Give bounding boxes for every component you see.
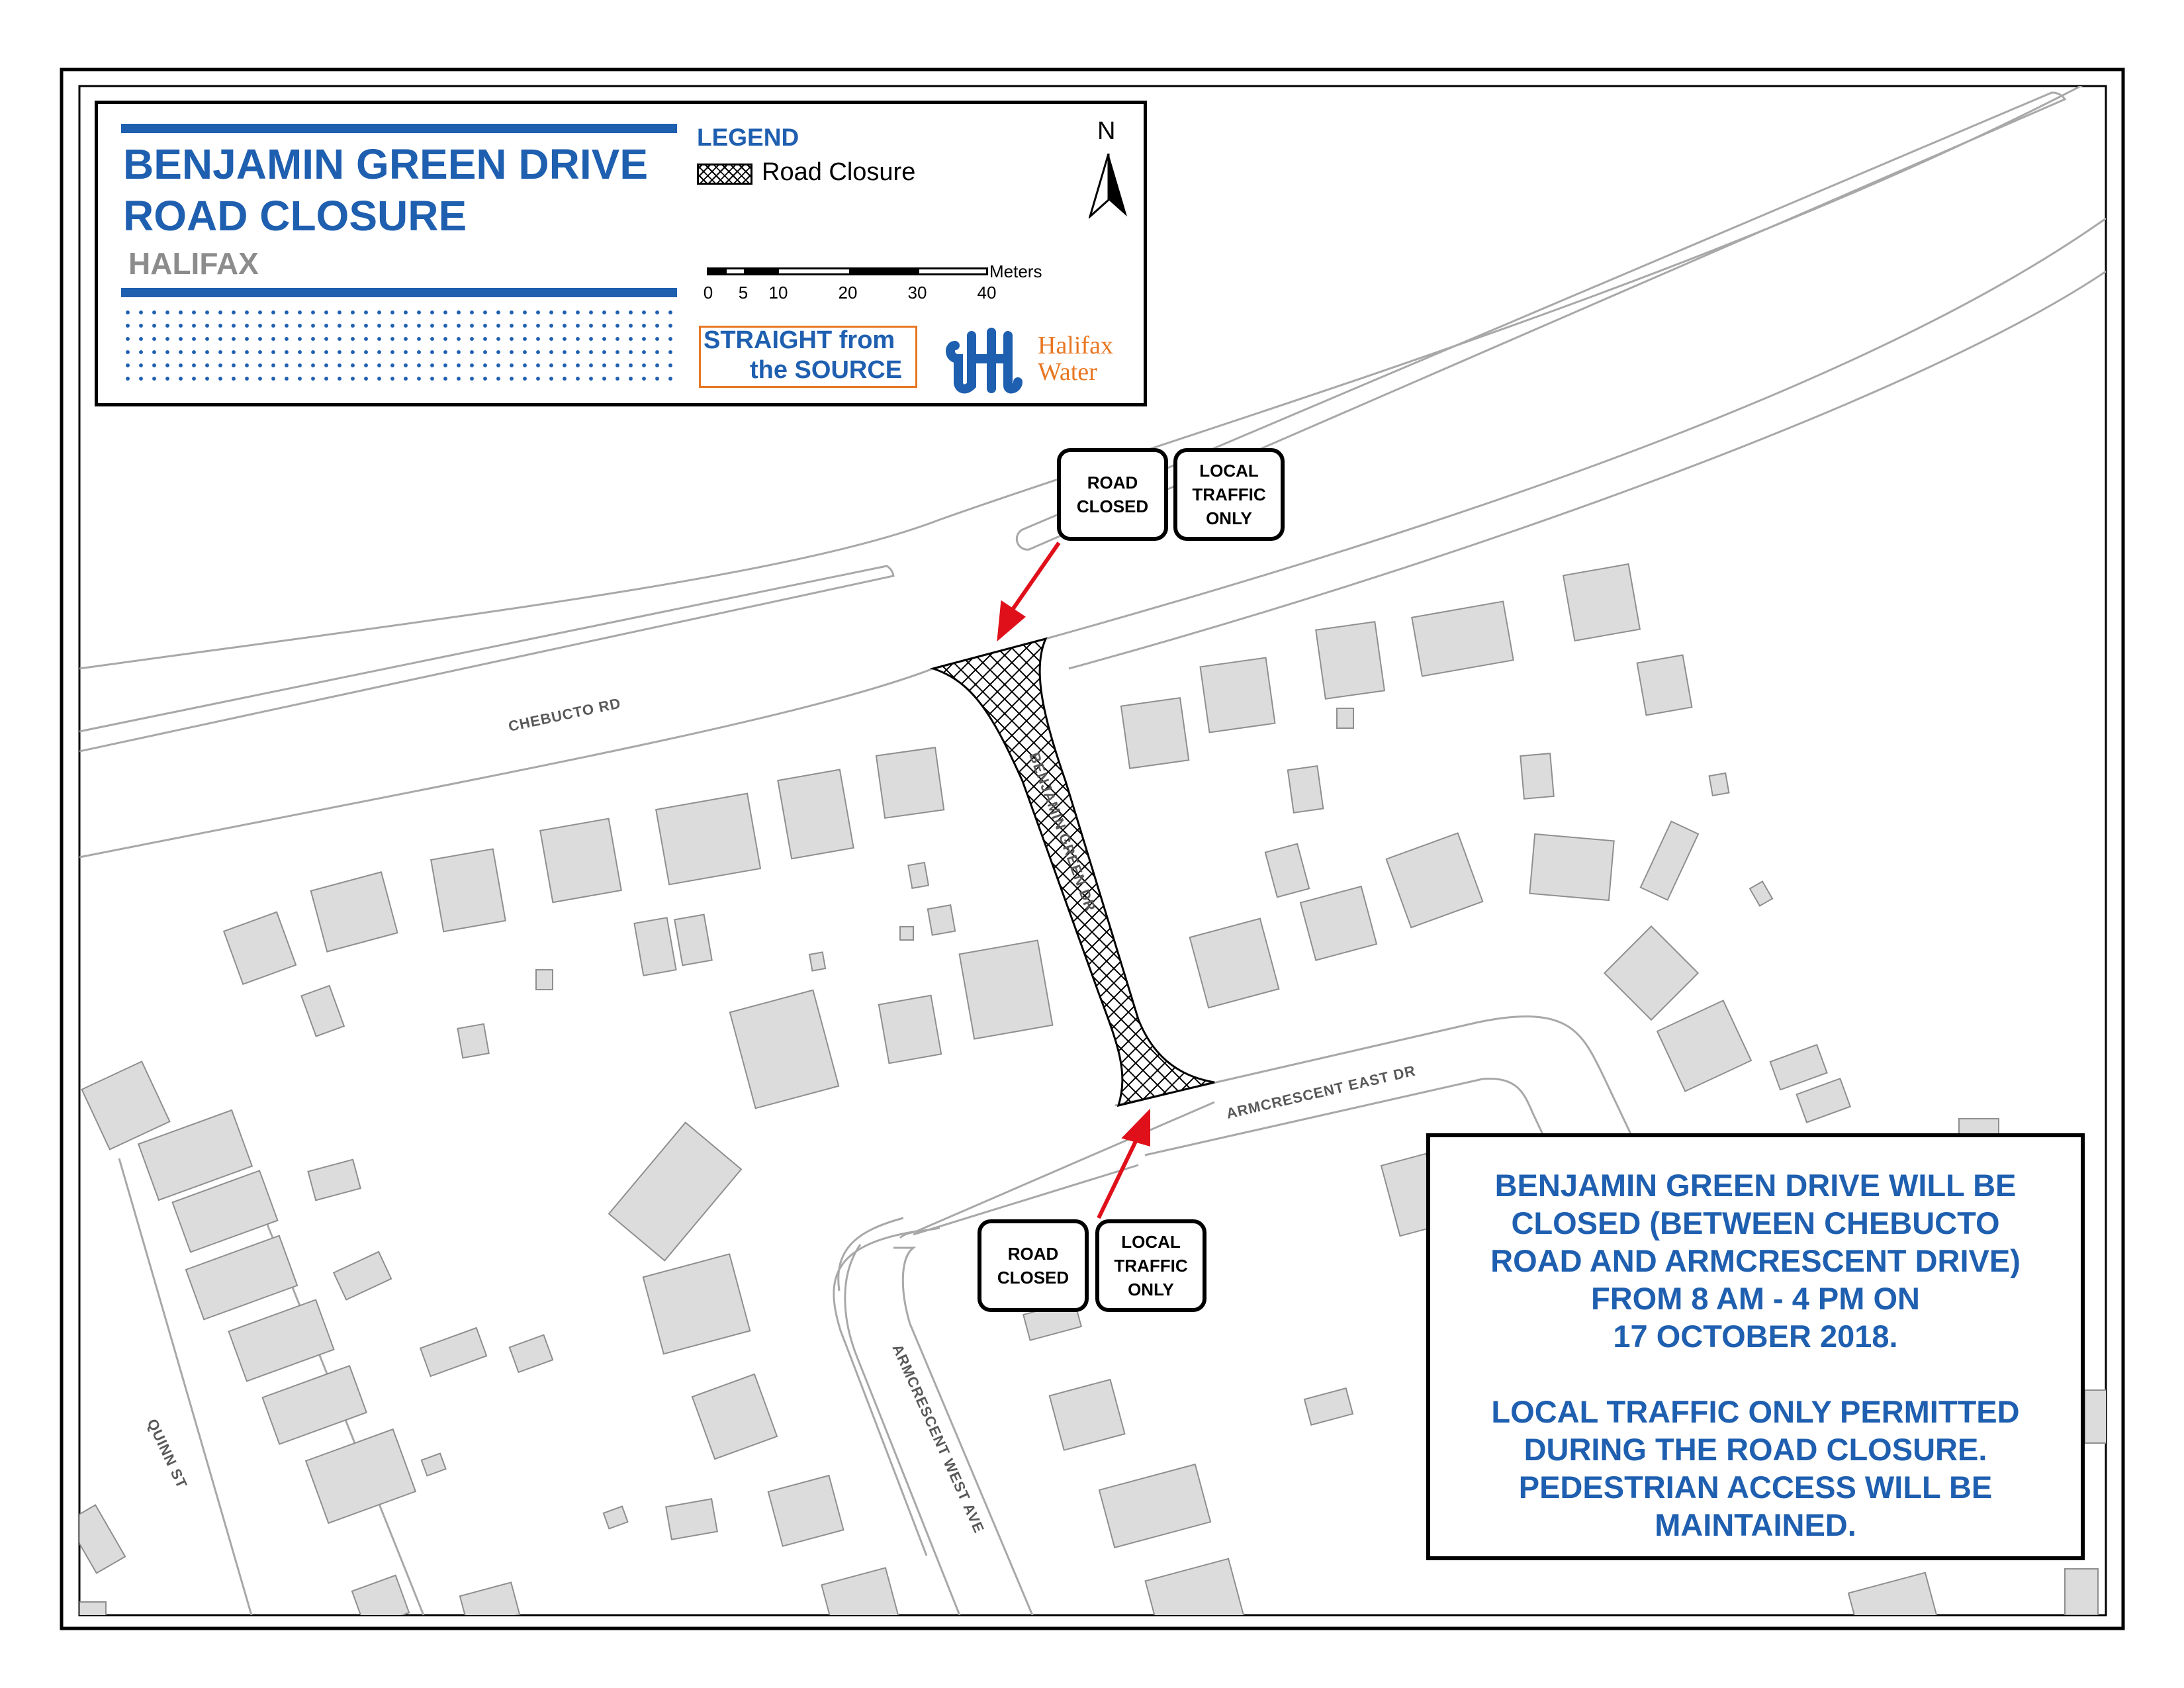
legend-heading: LEGEND — [697, 124, 799, 151]
street-label-armcrescent-west: ARMCRESCENT WEST AVE — [889, 1341, 988, 1536]
scale-bar — [707, 267, 988, 275]
scale-tick-5: 5 — [738, 283, 749, 303]
street-label-chebucto: CHEBUCTO RD — [506, 694, 623, 735]
sign-text: TRAFFIC — [1192, 485, 1266, 504]
road-closed-sign-north — [1057, 448, 1168, 541]
notice-paragraph-closure: BENJAMIN GREEN DRIVE WILL BE CLOSED (BETWEEN CHEBUCTO ROAD AND ARMCRESCENT DRIVE) FROM 8 AM - 4 PM ON 17 OCTOBER 2018. — [1490, 1168, 2021, 1354]
sign-text: CLOSED — [997, 1268, 1069, 1288]
halifax-water-icon — [945, 322, 1031, 395]
map-title-line2: ROAD CLOSURE — [123, 192, 467, 240]
map-subtitle: HALIFAX — [128, 246, 259, 281]
street-label-armcrescent-east: ARMCRESCENT EAST DR — [1224, 1062, 1418, 1122]
title-bottom-rule — [121, 288, 677, 297]
sign-text: ROAD — [1087, 473, 1138, 492]
street-label-quinn: QUINN ST — [144, 1416, 191, 1491]
local-traffic-sign-north — [1173, 448, 1285, 541]
legend-item-road-closure: Road Closure — [762, 158, 916, 186]
notice-paragraph-access: LOCAL TRAFFIC ONLY PERMITTED DURING THE ROAD CLOSURE. PEDESTRIAN ACCESS WILL BE MAINTAINED. — [1491, 1394, 2020, 1542]
scale-tick-10: 10 — [768, 283, 788, 303]
scale-tick-40: 40 — [977, 283, 997, 303]
scale-unit: Meters — [989, 261, 1042, 281]
sign-text: LOCAL — [1199, 461, 1259, 481]
campaign-logo-line2: the SOURCE — [750, 356, 903, 384]
title-top-rule — [121, 124, 677, 133]
sign-text: ONLY — [1206, 508, 1252, 528]
scale-tick-30: 30 — [907, 283, 927, 303]
local-traffic-sign-south — [1095, 1219, 1206, 1312]
halifax-water-line2: Water — [1038, 358, 1097, 386]
closure-notice-box — [1426, 1133, 2085, 1560]
map-title-line1: BENJAMIN GREEN DRIVE — [123, 140, 648, 188]
title-legend-panel — [95, 101, 1147, 406]
halifax-water-line1: Halifax — [1038, 332, 1113, 359]
campaign-logo-line1: STRAIGHT from — [704, 326, 895, 354]
street-label-benjamin-green: BENJAMIN GREEN DR — [1026, 750, 1099, 914]
north-arrow-icon — [1089, 154, 1128, 220]
scale-tick-0: 0 — [703, 283, 713, 303]
sign-text: ONLY — [1128, 1280, 1174, 1299]
median-west — [79, 566, 893, 751]
sign-text: TRAFFIC — [1114, 1256, 1188, 1276]
sign-text: CLOSED — [1076, 496, 1149, 516]
road-closed-sign-south — [978, 1219, 1089, 1312]
armcrescent-east-south-curb — [917, 1102, 1214, 1231]
sign-text: ROAD — [1007, 1244, 1059, 1264]
north-sign-arrow — [1011, 543, 1059, 612]
sign-text: LOCAL — [1121, 1232, 1181, 1252]
dot-pattern — [121, 306, 677, 389]
north-label: N — [1097, 117, 1116, 145]
scale-tick-20: 20 — [838, 283, 858, 303]
road-closure-swatch — [697, 164, 752, 185]
